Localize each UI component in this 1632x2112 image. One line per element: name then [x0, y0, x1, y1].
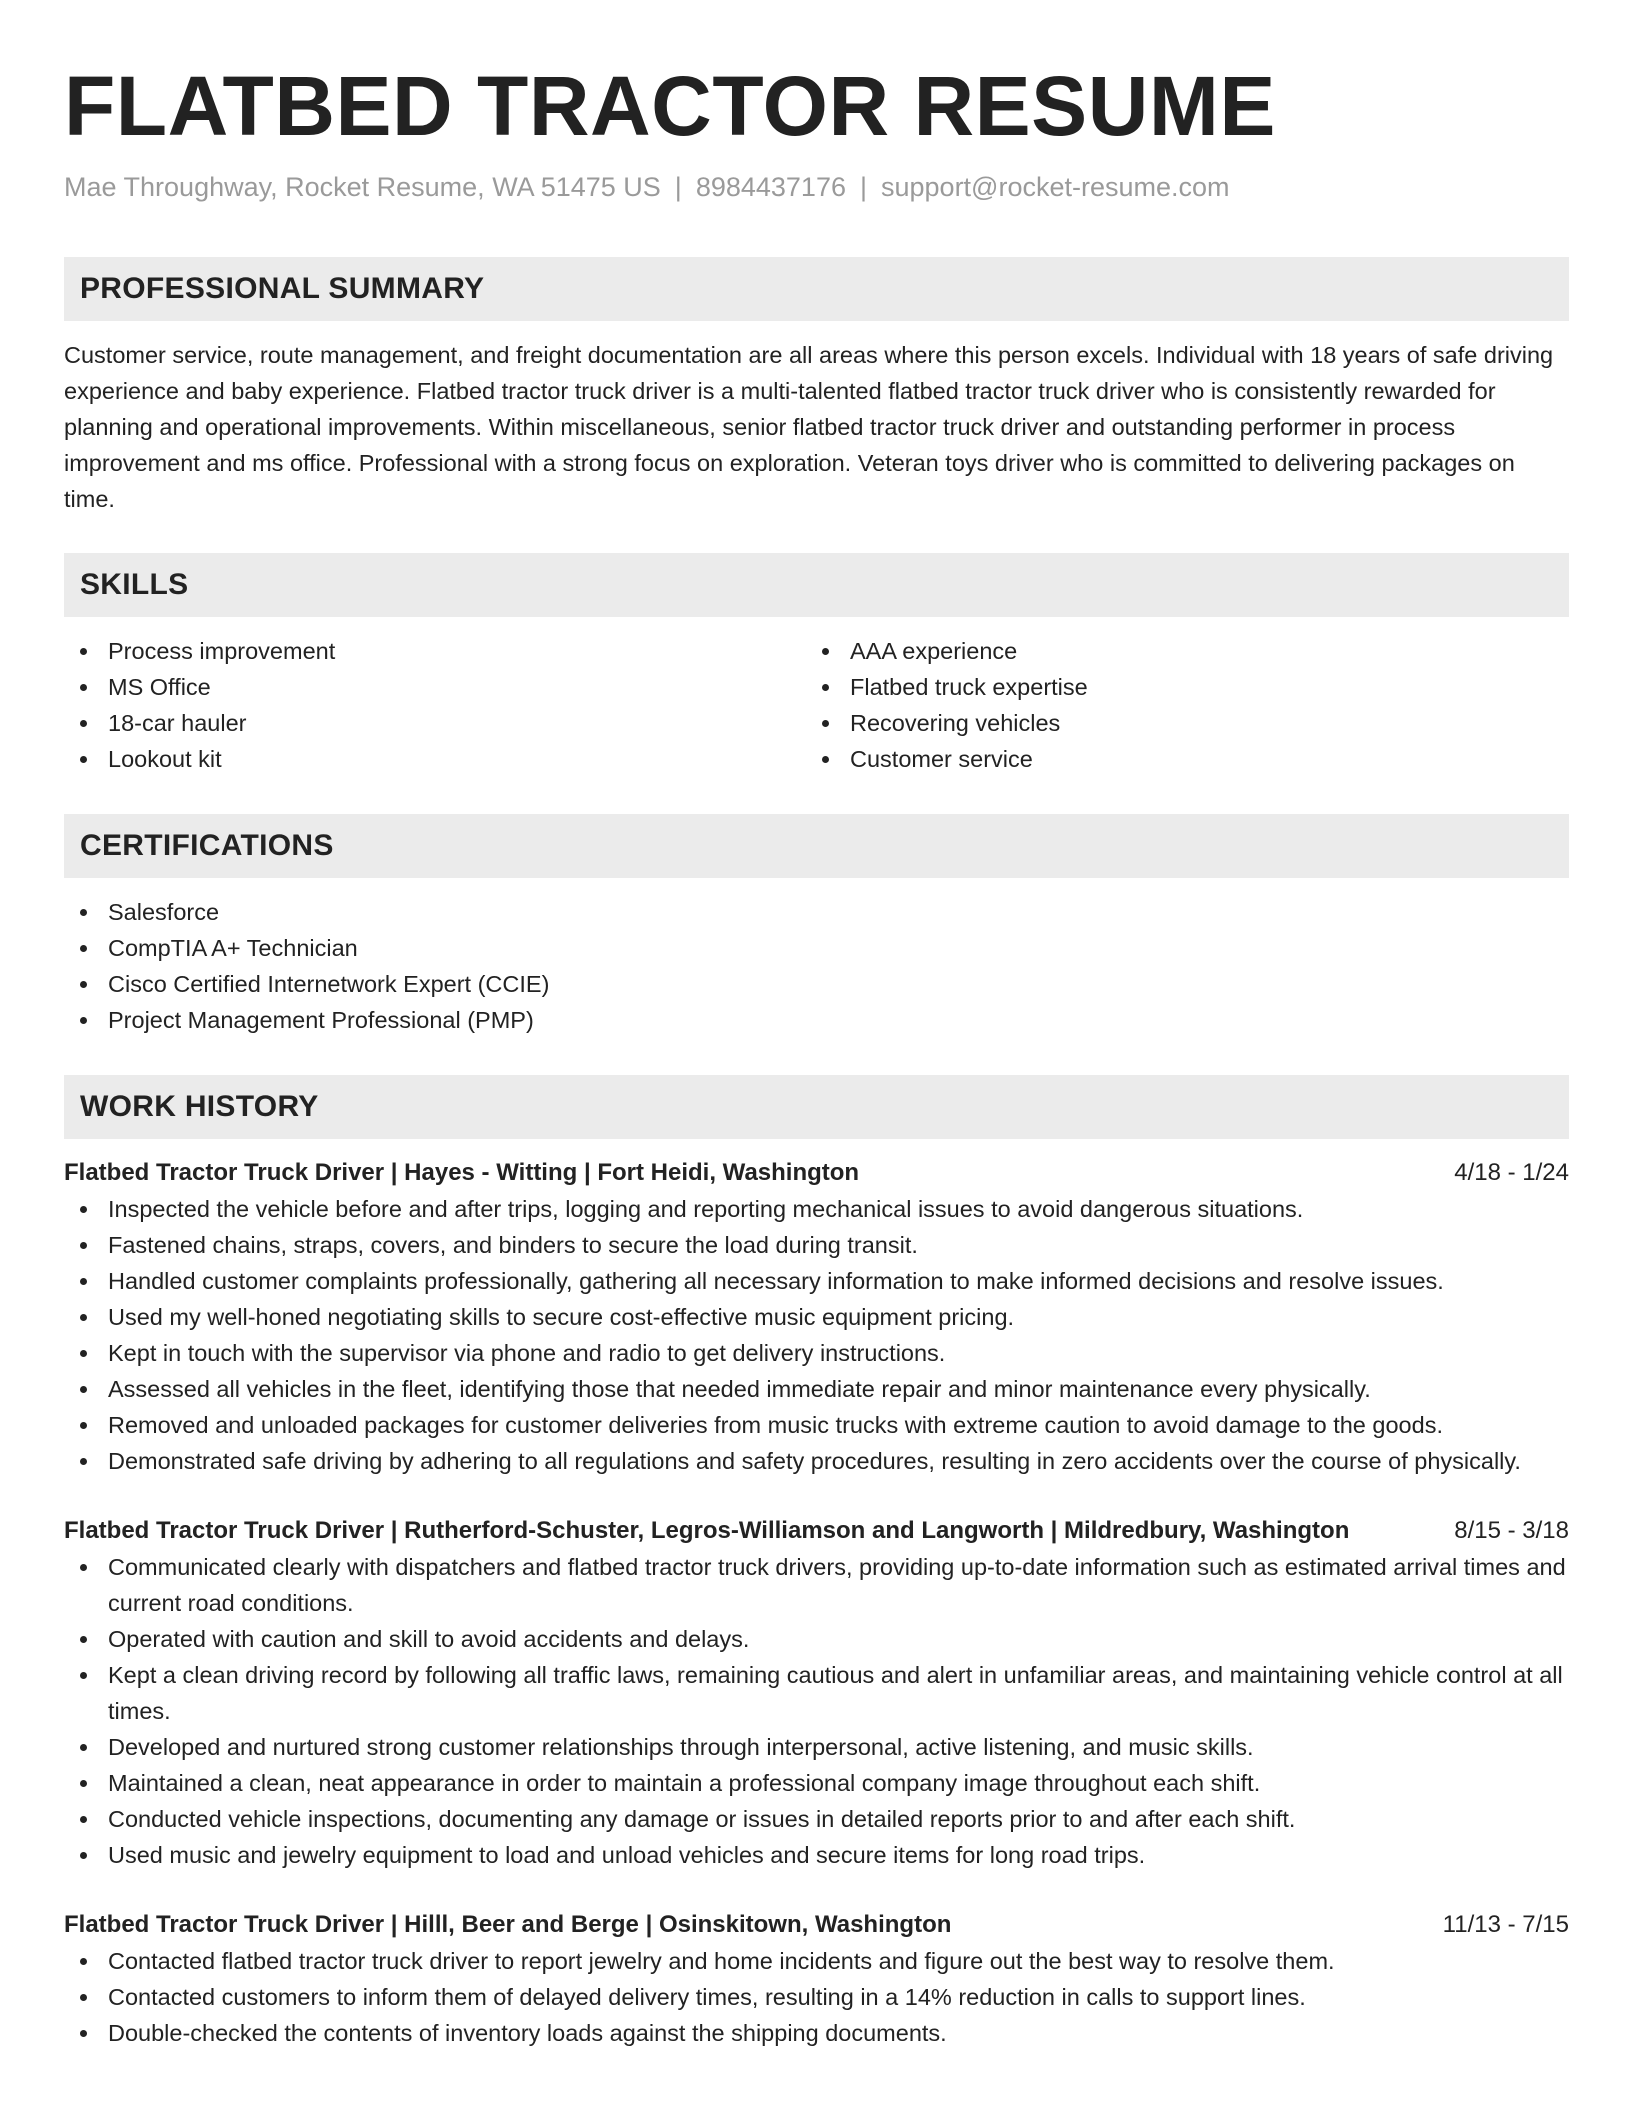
job-title: Flatbed Tractor Truck Driver | Hayes - Witting | Fort Heidi, Washington — [64, 1159, 860, 1186]
job-bullets — [64, 1549, 1569, 1873]
skill-item: Lookout kit — [64, 741, 806, 777]
skill-item: Process improvement — [64, 633, 806, 669]
job-bullet: Double-checked the contents of inventory loads against the shipping documents. — [64, 2015, 1569, 2051]
job-header — [64, 1155, 1569, 1191]
job-entry — [64, 1907, 1569, 2051]
contact-phone: 8984437176 — [695, 172, 846, 202]
job-bullet: Removed and unloaded packages for customer deliveries from music trucks with extreme caution to avoid damage to the goods. — [64, 1407, 1569, 1443]
resume-title: FLATBED TRACTOR RESUME — [64, 59, 1276, 153]
job-bullet: Contacted customers to inform them of delayed delivery times, resulting in a 14% reduction in calls to support lines. — [64, 1979, 1569, 2015]
job-bullet: Used my well-honed negotiating skills to secure cost-effective music equipment pricing. — [64, 1299, 1569, 1335]
skill-item: MS Office — [64, 669, 806, 705]
skill-item: Flatbed truck expertise — [806, 669, 1548, 705]
job-dates: 4/18 - 1/24 — [1454, 1159, 1569, 1186]
job-bullet: Communicated clearly with dispatchers and flatbed tractor truck drivers, providing up-to-date information such as estimated arrival times and current road conditions. — [64, 1549, 1569, 1621]
job-bullet: Demonstrated safe driving by adhering to all regulations and safety procedures, resulting in zero accidents over the course of physically. — [64, 1443, 1569, 1479]
job-dates: 11/13 - 7/15 — [1442, 1911, 1569, 1938]
skills-heading: SKILLS — [64, 553, 1569, 617]
contact-email: support@rocket-resume.com — [881, 172, 1230, 202]
job-title: Flatbed Tractor Truck Driver | Hilll, Beer and Berge | Osinskitown, Washington — [64, 1911, 952, 1938]
certification-item: Salesforce — [64, 894, 1569, 930]
job-bullets — [64, 1191, 1569, 1479]
job-bullet: Contacted flatbed tractor truck driver to report jewelry and home incidents and figure out the best way to resolve them. — [64, 1943, 1569, 1979]
job-bullet: Conducted vehicle inspections, documenting any damage or issues in detailed reports prior to and after each shift. — [64, 1801, 1569, 1837]
certifications-list — [64, 894, 1569, 1038]
skill-item: Recovering vehicles — [806, 705, 1548, 741]
contact-separator: | — [859, 172, 867, 202]
resume-page — [64, 0, 1569, 2051]
work-history-heading: WORK HISTORY — [64, 1075, 1569, 1139]
skills-grid — [64, 633, 1569, 777]
job-dates: 8/15 - 3/18 — [1454, 1517, 1569, 1544]
skill-item: 18-car hauler — [64, 705, 806, 741]
job-bullet: Used music and jewelry equipment to load and unload vehicles and secure items for long road trips. — [64, 1837, 1569, 1873]
job-bullet: Fastened chains, straps, covers, and binders to secure the load during transit. — [64, 1227, 1569, 1263]
skills-right-list — [806, 633, 1548, 777]
skill-item: AAA experience — [806, 633, 1548, 669]
contact-separator: | — [674, 172, 682, 202]
job-bullet: Inspected the vehicle before and after trips, logging and reporting mechanical issues to avoid dangerous situations. — [64, 1191, 1569, 1227]
contact-address: Mae Throughway, Rocket Resume, WA 51475 US — [64, 172, 661, 202]
job-title: Flatbed Tractor Truck Driver | Rutherford-Schuster, Legros-Williamson and Langworth | Mildredbury, Washington — [64, 1517, 1350, 1544]
job-bullet: Developed and nurtured strong customer relationships through interpersonal, active listening, and music skills. — [64, 1729, 1569, 1765]
job-bullet: Assessed all vehicles in the fleet, identifying those that needed immediate repair and minor maintenance every physically. — [64, 1371, 1569, 1407]
certification-item: Cisco Certified Internetwork Expert (CCIE) — [64, 966, 1569, 1002]
job-header — [64, 1513, 1569, 1549]
job-entry — [64, 1513, 1569, 1873]
certification-item: CompTIA A+ Technician — [64, 930, 1569, 966]
summary-heading: PROFESSIONAL SUMMARY — [64, 257, 1569, 321]
job-bullet: Operated with caution and skill to avoid accidents and delays. — [64, 1621, 1569, 1657]
summary-text: Customer service, route management, and freight documentation are all areas where this person excels. Individual with 18 years of safe driving experience and baby experience. Flatbed tractor truck driver is a multi-talented flatbed tractor truck driver who is consistently rewarded for planning and operational improvements. Within miscellaneous, senior flatbed tractor truck driver and outstanding performer in process improvement and ms office. Professional with a strong focus on exploration. Veteran toys driver who is committed to delivering packages on time. — [64, 342, 1554, 512]
skill-item: Customer service — [806, 741, 1548, 777]
job-bullets — [64, 1943, 1569, 2051]
job-header — [64, 1907, 1569, 1943]
job-bullet: Maintained a clean, neat appearance in order to maintain a professional company image throughout each shift. — [64, 1765, 1569, 1801]
job-bullet: Kept in touch with the supervisor via phone and radio to get delivery instructions. — [64, 1335, 1569, 1371]
job-bullet: Handled customer complaints professionally, gathering all necessary information to make informed decisions and resolve issues. — [64, 1263, 1569, 1299]
skills-left-list — [64, 633, 806, 777]
contact-line — [64, 170, 1569, 204]
certifications-heading: CERTIFICATIONS — [64, 814, 1569, 878]
job-bullet: Kept a clean driving record by following all traffic laws, remaining cautious and alert in unfamiliar areas, and maintaining vehicle control at all times. — [64, 1657, 1569, 1729]
certification-item: Project Management Professional (PMP) — [64, 1002, 1569, 1038]
job-entry — [64, 1155, 1569, 1479]
